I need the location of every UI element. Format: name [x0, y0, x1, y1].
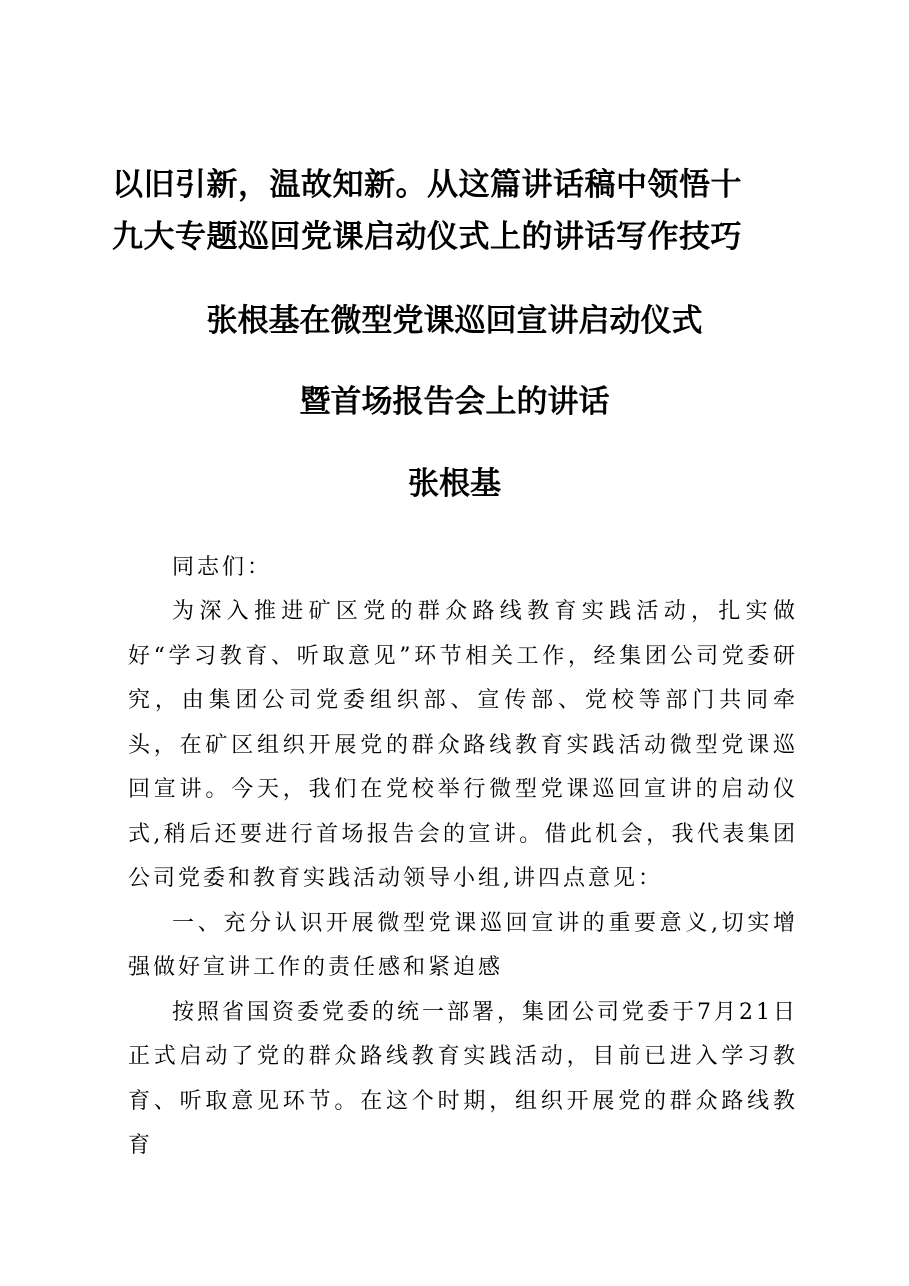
speech-author: 张根基	[408, 466, 501, 502]
paragraph-section-heading-1: 一、充分认识开展微型党课巡回宣讲的重要意义,切实增强做好宣讲工作的责任感和紧迫感	[128, 910, 798, 980]
speech-title-line-2: 暨首场报告会上的讲话	[299, 384, 610, 420]
headline-line-2: 九大专题巡回党课启动仪式上的讲话写作技巧	[112, 219, 742, 255]
salutation: 同志们：	[172, 555, 273, 580]
speech-title-line-1: 张根基在微型党课巡回宣讲启动仪式	[206, 303, 703, 339]
paragraph-section-1-body: 按照省国资委党委的统一部署，集团公司党委于7月21日正式启动了党的群众路线教育实践活动，目前已进入学习教育、听取意见环节。在这个时期，组织开展党的群众路线教育	[128, 999, 798, 1158]
paragraph-intro: 为深入推进矿区党的群众路线教育实践活动，扎实做好“学习教育、听取意见”环节相关工作，经集团公司党委研究，由集团公司党委组织部、宣传部、党校等部门共同牵头，在矿区组织开展党的群众路线教育实践活动微型党课巡回宣讲。今天，我们在党校举行微型党课巡回宣讲的启动仪式,稍后还要进行首场报告会的宣讲。借此机会，我代表集团公司党委和教育实践活动领导小组,讲四点意见：	[128, 599, 798, 891]
headline-line-1: 以旧引新，温故知新。从这篇讲话稿中领悟十	[112, 167, 742, 203]
speech-body	[128, 590, 798, 1169]
